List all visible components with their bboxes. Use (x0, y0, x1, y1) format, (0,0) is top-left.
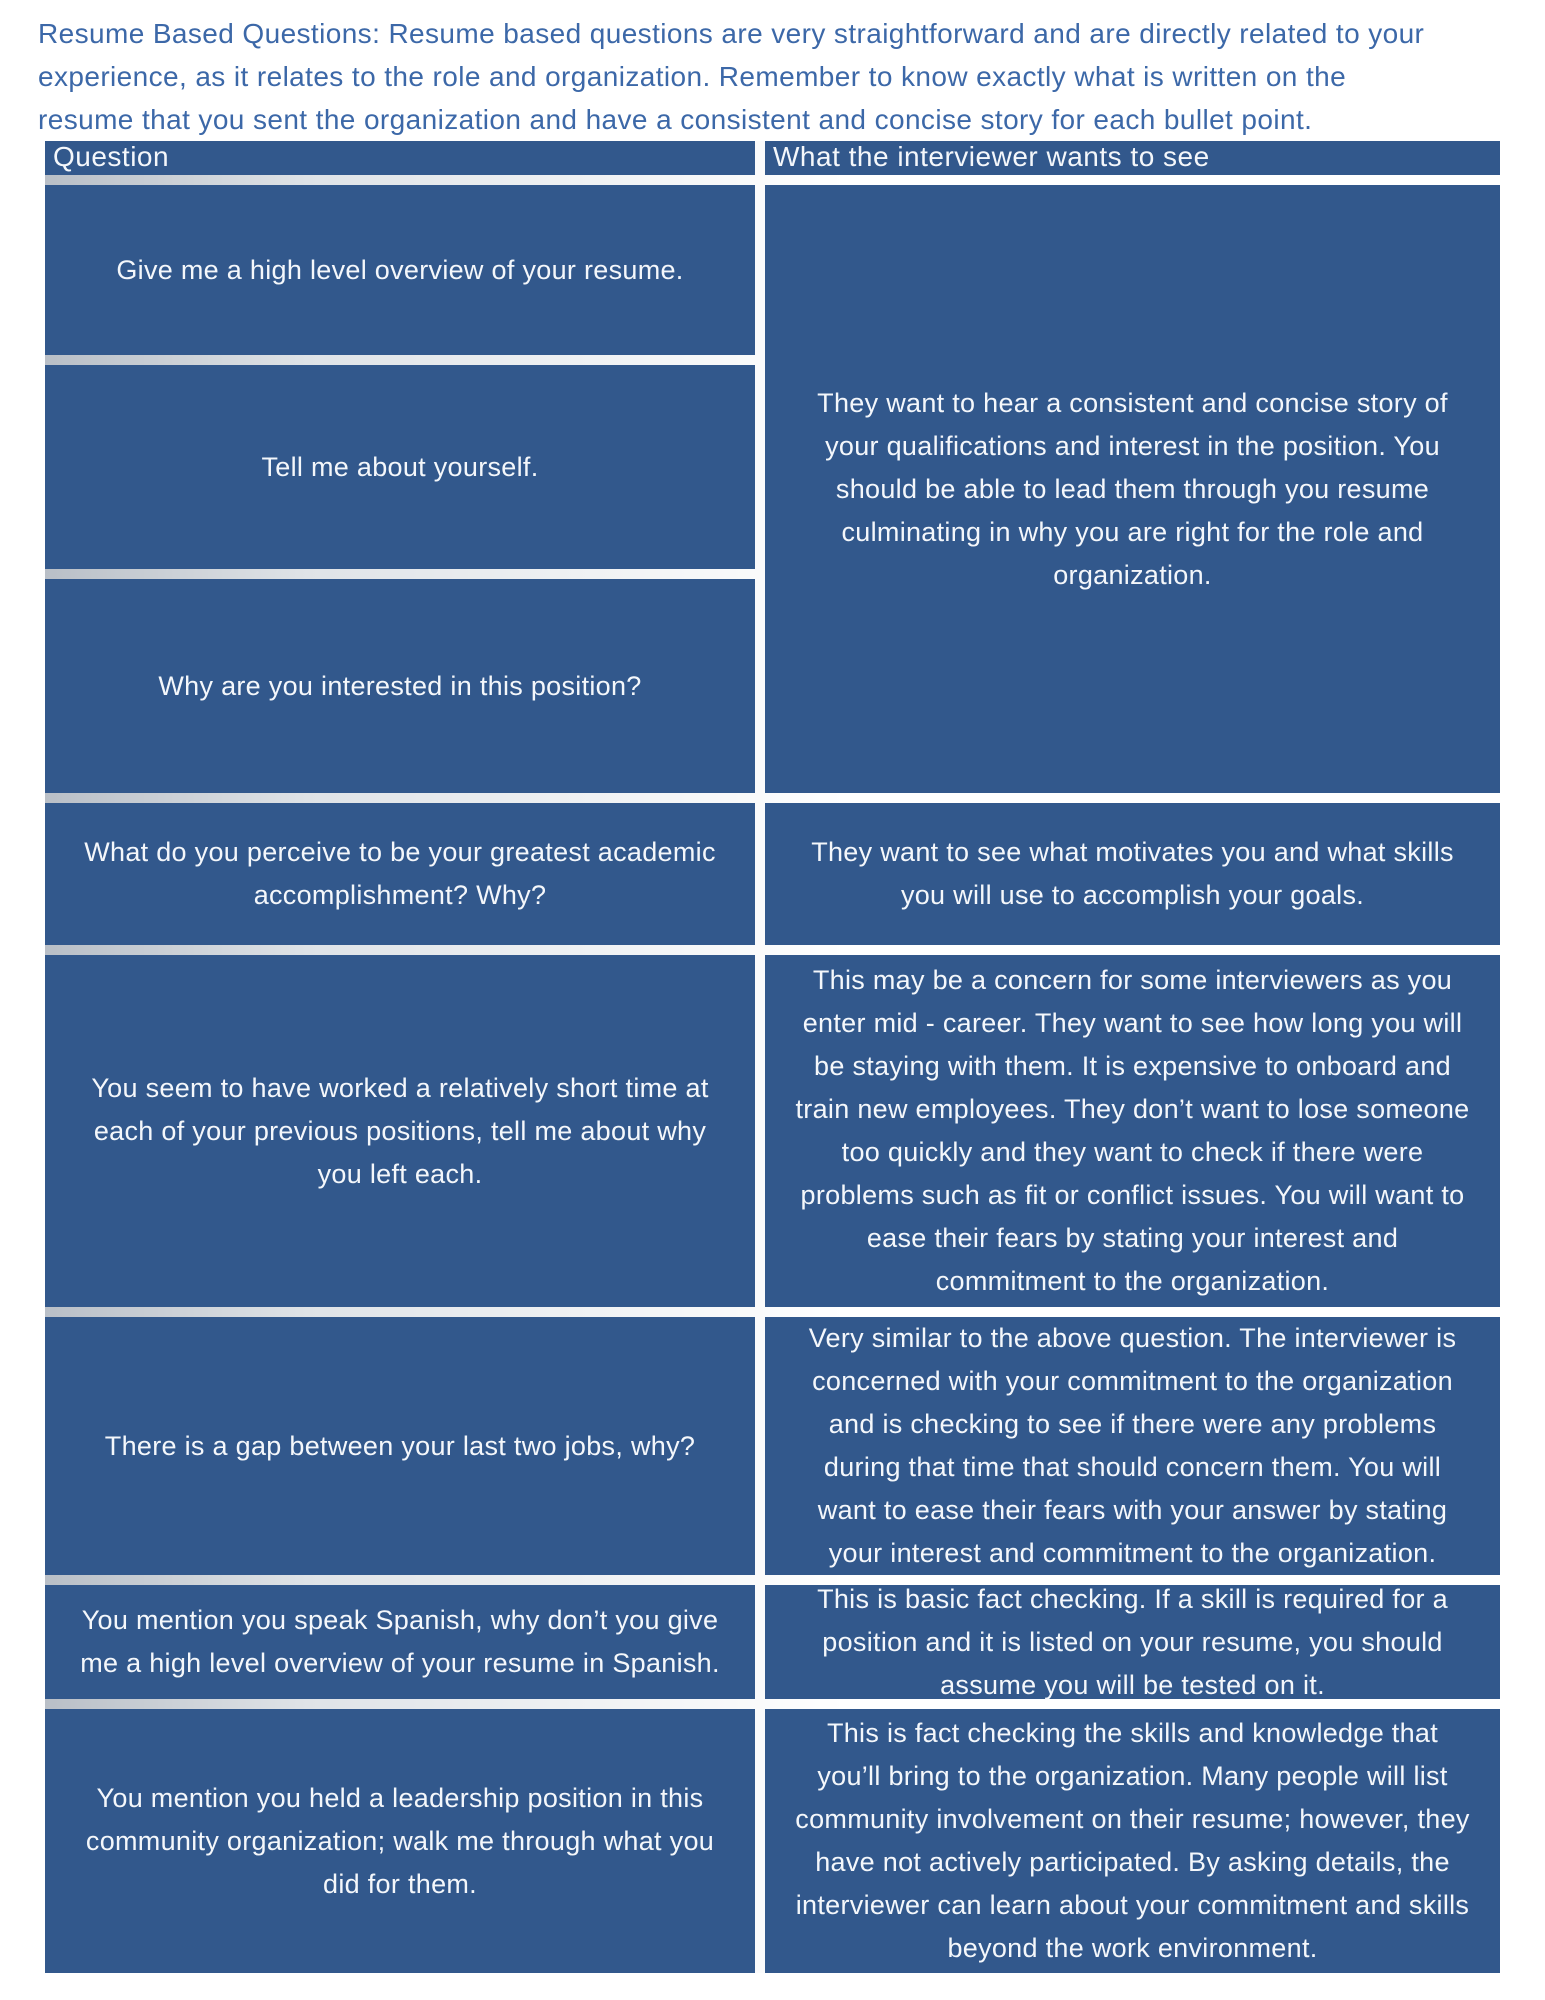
answer-cell-spanish-overview: This is basic fact checking. If a skill is required for a position and it is listed on your resume, you should assume you will be tested on it. (765, 1585, 1500, 1699)
question-cell-tell-me-about-yourself: Tell me about yourself. (45, 365, 755, 569)
column-header-interviewer-wants: What the interviewer wants to see (765, 141, 1500, 175)
question-cell-why-interested: Why are you interested in this position? (45, 579, 755, 793)
qa-table (45, 141, 1500, 1973)
answer-cell-overview-yourself-interest: They want to hear a consistent and concise story of your qualifications and interest in the position. You should be able to lead them through you resume culminating in why you are right for the role and organization. (765, 185, 1500, 793)
column-header-question: Question (45, 141, 755, 175)
question-cell-spanish-overview: You mention you speak Spanish, why don’t you give me a high level overview of your resume in Spanish. (45, 1585, 755, 1699)
question-cell-academic-accomplishment: What do you perceive to be your greatest academic accomplishment? Why? (45, 803, 755, 945)
answer-cell-academic-accomplishment: They want to see what motivates you and what skills you will use to accomplish your goals. (765, 803, 1500, 945)
answer-cell-job-gap: Very similar to the above question. The interviewer is concerned with your commitment to the organization and is checking to see if there were any problems during that time that should concern them. You will want to ease their fears with your answer by stating your interest and commitment to the organization. (765, 1317, 1500, 1575)
question-cell-job-gap: There is a gap between your last two jobs, why? (45, 1317, 755, 1575)
question-cell-leadership-position: You mention you held a leadership position in this community organization; walk me through what you did for them. (45, 1709, 755, 1973)
intro-paragraph: Resume Based Questions: Resume based questions are very straightforward and are directly related to your experience, as it relates to the role and organization. Remember to know exactly what is written on the resume that you sent the organization and have a consistent and concise story for each bullet point. (38, 18, 1425, 135)
question-cell-short-time-positions: You seem to have worked a relatively short time at each of your previous positions, tell me about why you left each. (45, 955, 755, 1307)
question-cell-overview: Give me a high level overview of your resume. (45, 185, 755, 355)
answer-cell-leadership-position: This is fact checking the skills and knowledge that you’ll bring to the organization. Many people will list community involvement on their resume; however, they have not actively participated. By asking details, the interviewer can learn about your commitment and skills beyond the work environment. (765, 1709, 1500, 1973)
answer-cell-short-time-positions: This may be a concern for some interviewers as you enter mid - career. They want to see how long you will be staying with them. It is expensive to onboard and train new employees. They don’t want to lose someone too quickly and they want to check if there were problems such as fit or conflict issues. You will want to ease their fears by stating your interest and commitment to the organization. (765, 955, 1500, 1307)
